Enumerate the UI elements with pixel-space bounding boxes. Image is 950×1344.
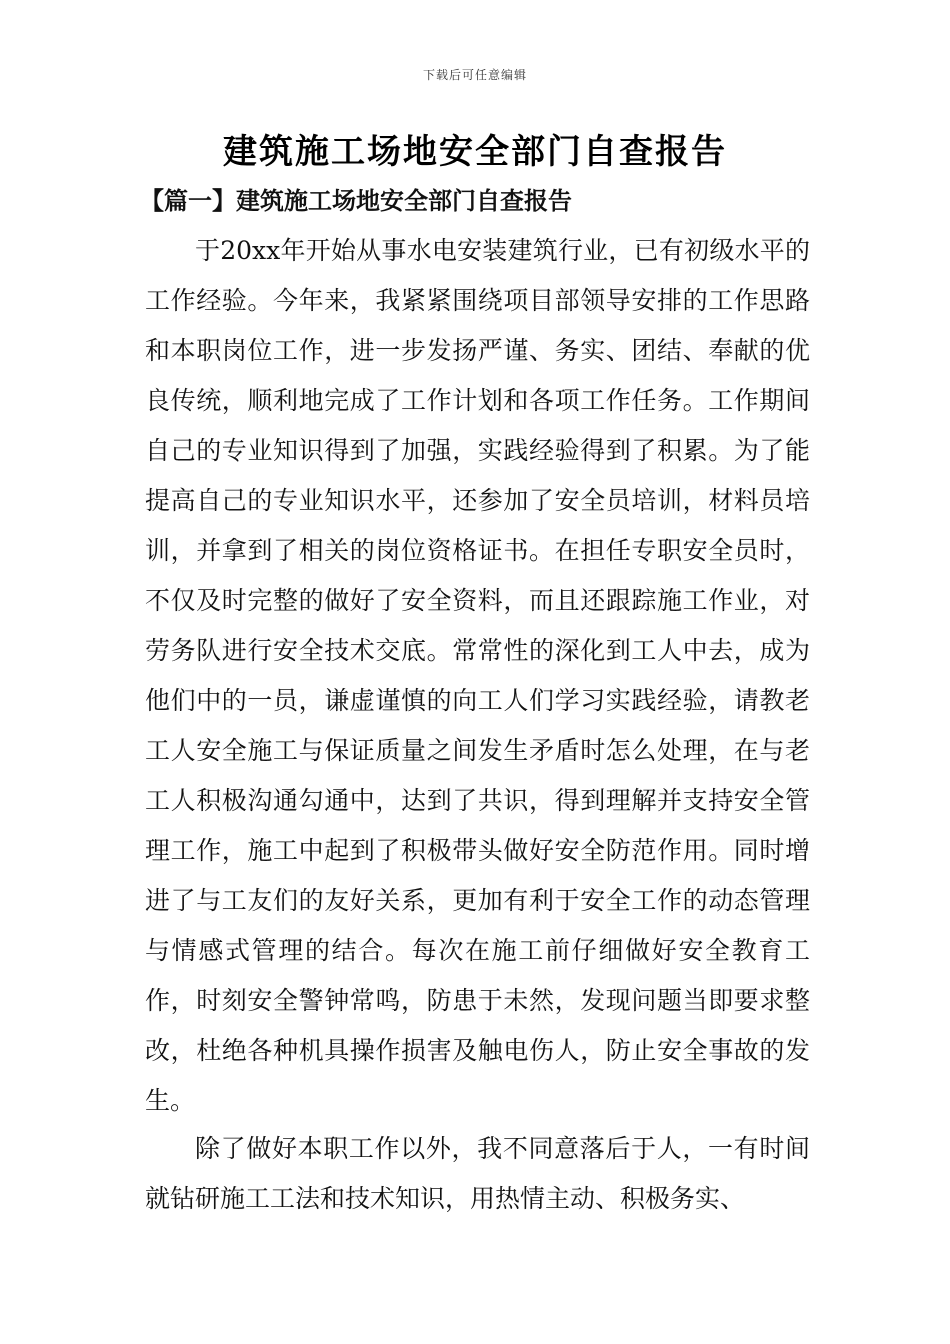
body-paragraph: 于20xx年开始从事水电安装建筑行业，已有初级水平的工作经验。今年来，我紧紧围绕项目部领导安排的工作思路和本职岗位工作，进一步发扬严谨、务实、团结、奉献的优良传统，顺利地完成了工作计划和各项工作任务。工作期间自己的专业知识得到了加强，实践经验得到了积累。为了能提高自己的专业知识水平，还参加了安全员培训，材料员培训，并拿到了相关的岗位资格证书。在担任专职安全员时，不仅及时完整的做好了安全资料，而且还跟踪施工作业，对劳务队进行安全技术交底。常常性的深化到工人中去，成为他们中的一员，谦虚谨慎的向工人们学习实践经验，请教老工人安全施工与保证质量之间发生矛盾时怎么处理，在与老工人积极沟通勾通中，达到了共识，得到理解并支持安全管理工作，施工中起到了积极带头做好安全防范作用。同时增进了与工友们的友好关系，更加有利于安全工作的动态管理与情感式管理的结合。每次在施工前仔细做好安全教育工作，时刻安全警钟常鸣，防患于未然，发现问题当即要求整改，杜绝各种机具操作损害及触电伤人，防止安全事故的发生。 xyxy=(145,236,810,1115)
section-heading: 【篇一】建筑施工场地安全部门自查报告 xyxy=(140,186,572,215)
header-note: 下载后可任意编辑 xyxy=(422,68,527,82)
document-title: 建筑施工场地安全部门自查报告 xyxy=(223,132,727,172)
body-paragraph: 除了做好本职工作以外，我不同意落后于人，一有时间就钻研施工工法和技术知识，用热情主动、积极务实、 xyxy=(145,1134,810,1213)
